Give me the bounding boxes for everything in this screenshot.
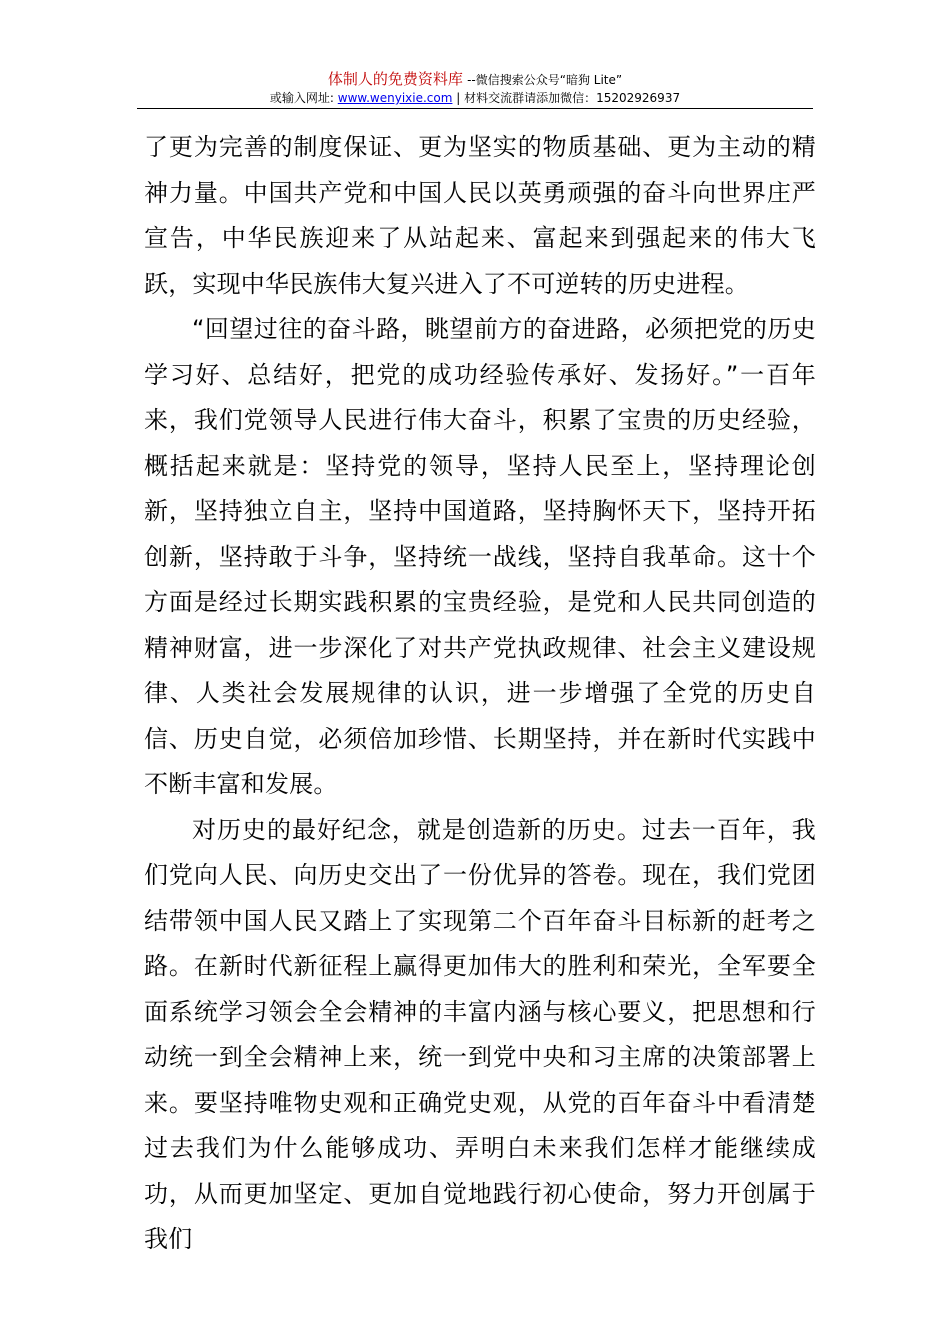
document-body — [144, 125, 816, 1263]
paragraph-1: 了更为完善的制度保证、更为坚实的物质基础、更为主动的精神力量。中国共产党和中国人民以英勇顽强的奋斗向世界庄严宣告，中华民族迎来了从站起来、富起来到强起来的伟大飞跃，实现中华民族伟大复兴进入了不可逆转的历史进程。 — [144, 133, 816, 298]
header-url-line — [137, 90, 813, 107]
header-url-prefix: 或输入网址: — [269, 91, 334, 105]
header-title-line — [137, 70, 813, 90]
header-url-link[interactable]: www.wenyixie.com — [337, 91, 453, 105]
page-header — [137, 70, 813, 107]
header-subtitle: --微信搜索公众号“暗狗 Lite” — [467, 73, 623, 87]
paragraph-2: “回望过往的奋斗路，眺望前方的奋进路，必须把党的历史学习好、总结好，把党的成功经验传承好、发扬好。”一百年来，我们党领导人民进行伟大奋斗，积累了宝贵的历史经验，概括起来就是：坚持党的领导，坚持人民至上，坚持理论创新，坚持独立自主，坚持中国道路，坚持胸怀天下，坚持开拓创新，坚持敢于斗争，坚持统一战线，坚持自我革命。这十个方面是经过长期实践积累的宝贵经验，是党和人民共同创造的精神财富，进一步深化了对共产党执政规律、社会主义建设规律、人类社会发展规律的认识，进一步增强了全党的历史自信、历史自觉，必须倍加珍惜、长期坚持，并在新时代实践中不断丰富和发展。 — [144, 315, 816, 798]
header-title: 体制人的免费资料库 — [327, 70, 463, 88]
header-contact: | 材料交流群请添加微信：15202926937 — [456, 91, 681, 105]
paragraph-3: 对历史的最好纪念，就是创造新的历史。过去一百年，我们党向人民、向历史交出了一份优异的答卷。现在，我们党团结带领中国人民又踏上了实现第二个百年奋斗目标新的赶考之路。在新时代新征程上赢得更加伟大的胜利和荣光，全军要全面系统学习领会全会精神的丰富内涵与核心要义，把思想和行动统一到全会精神上来，统一到党中央和习主席的决策部署上来。要坚持唯物史观和正确党史观，从党的百年奋斗中看清楚过去我们为什么能够成功、弄明白未来我们怎样才能继续成功，从而更加坚定、更加自觉地践行初心使命，努力开创属于我们 — [144, 815, 816, 1253]
header-divider — [137, 108, 813, 109]
